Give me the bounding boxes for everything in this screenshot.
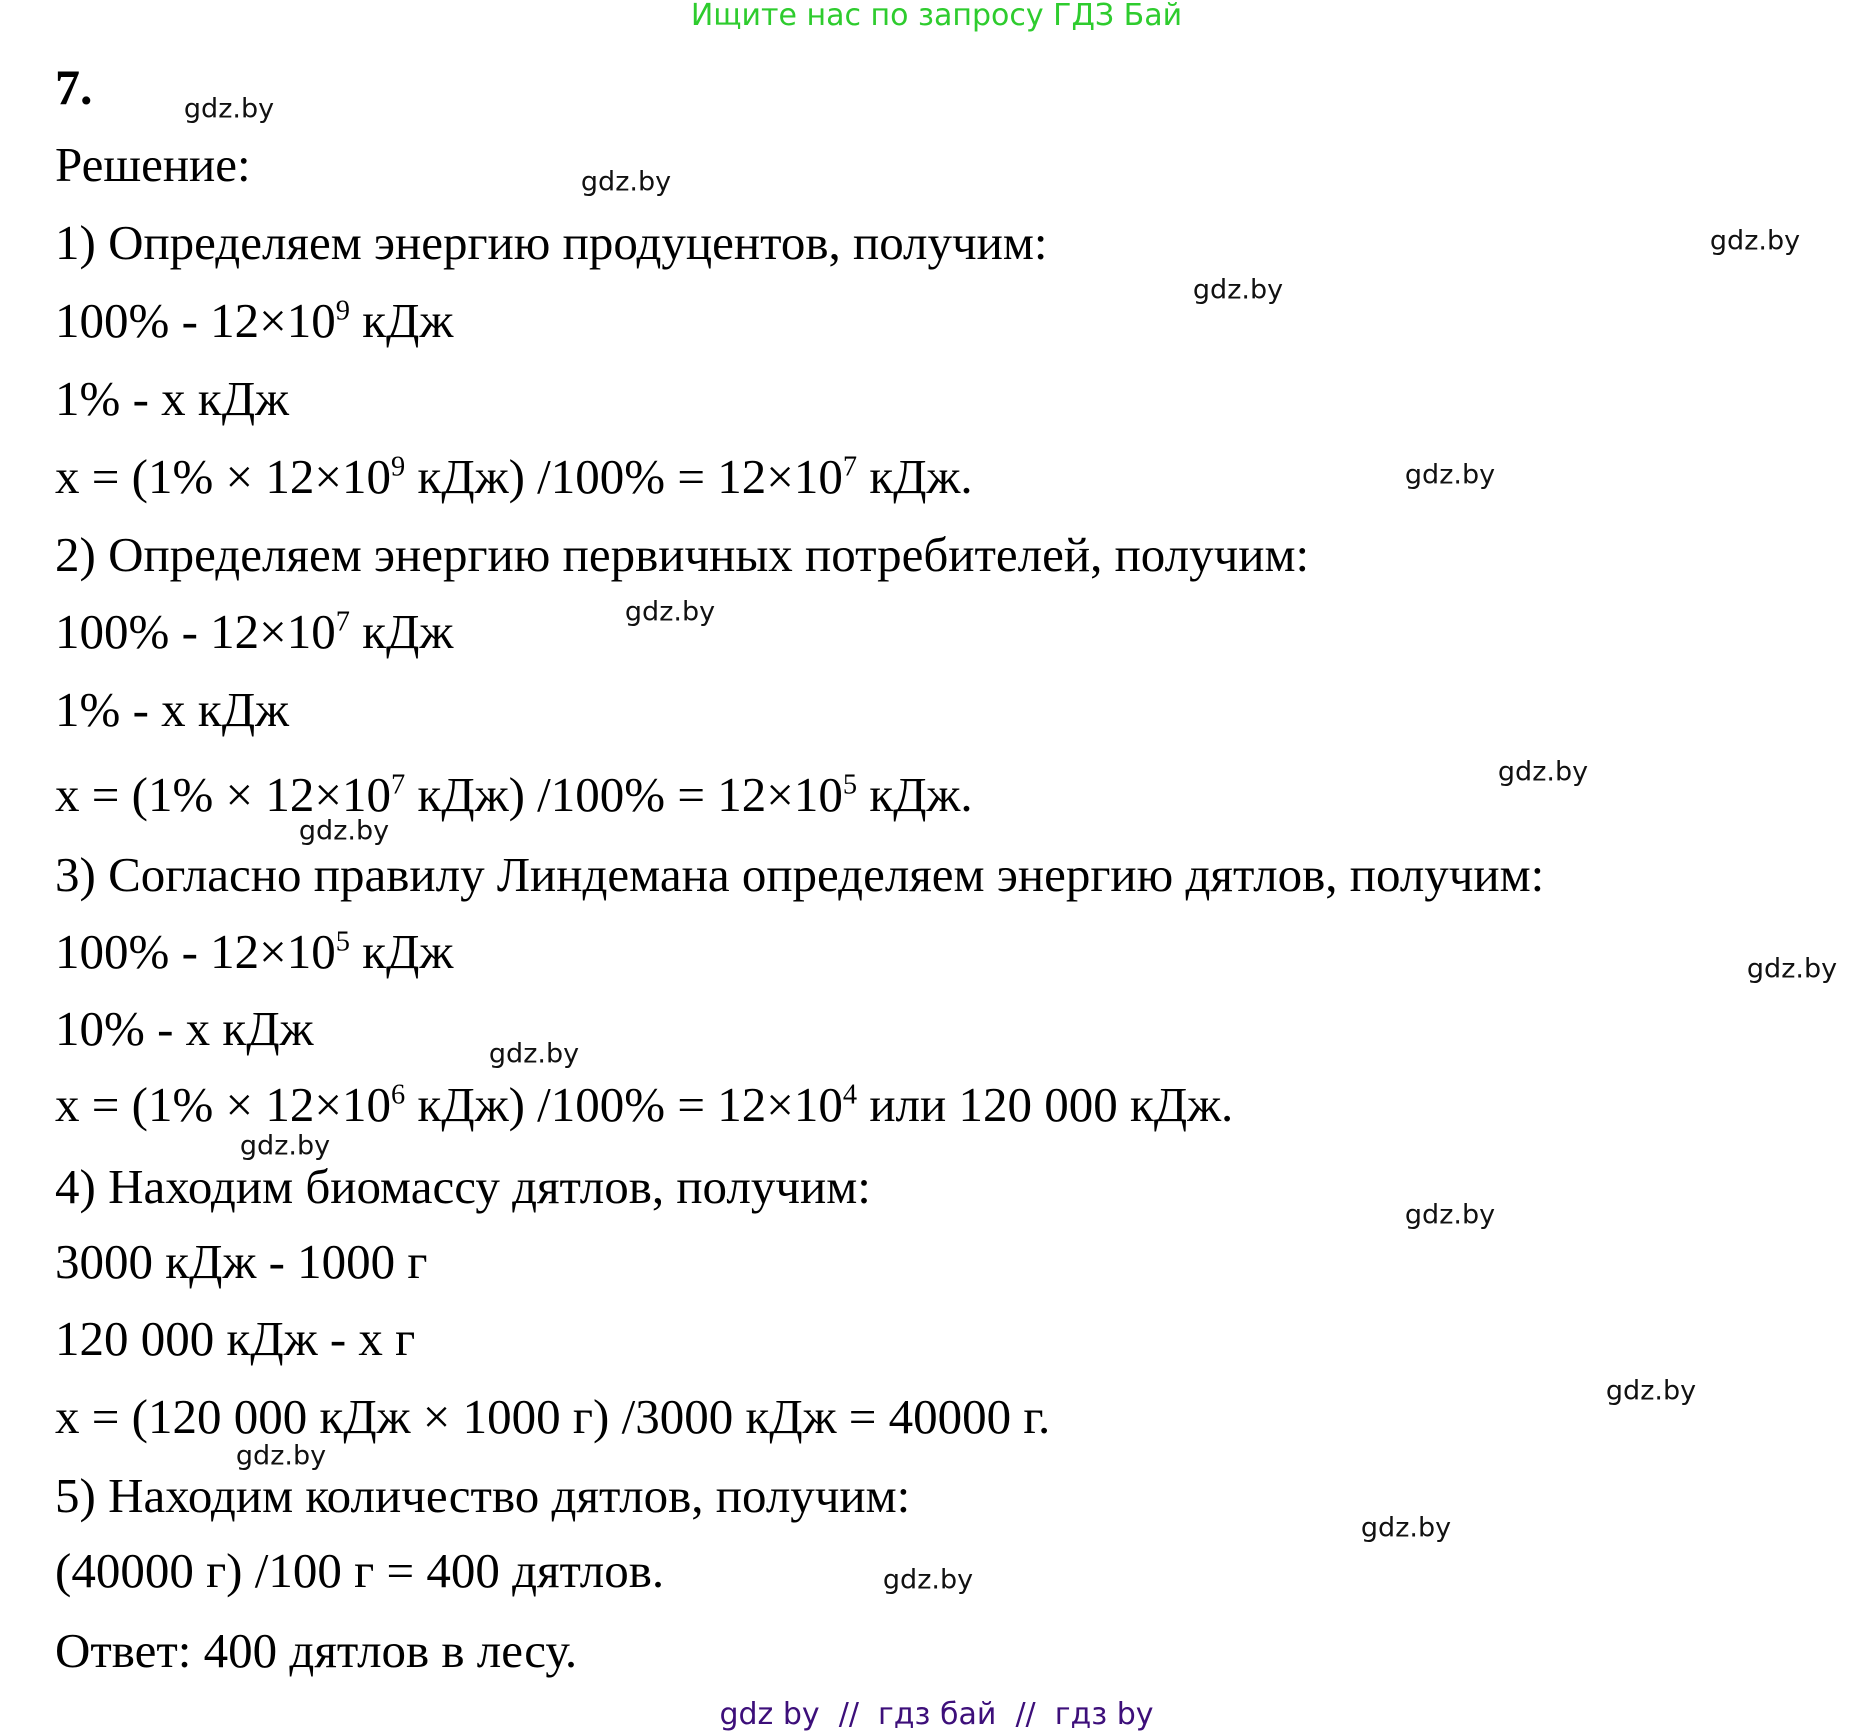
watermark: gdz.by xyxy=(624,596,716,628)
solution-label: Решение: xyxy=(55,137,251,192)
step-4-line-1: 3000 кДж - 1000 г xyxy=(55,1234,428,1289)
watermark: gdz.by xyxy=(235,1440,327,1472)
task-number: 7. xyxy=(55,59,93,115)
step-2-line-2: 1% - x кДж xyxy=(55,682,289,737)
watermark: gdz.by xyxy=(882,1564,974,1596)
step-1-line-1: $100\% - 12\times 10^9$ кДж xyxy=(55,293,454,348)
site-search-banner: Ищите нас по запросу ГДЗ Бай xyxy=(690,0,1183,33)
watermark: gdz.by xyxy=(1360,1512,1452,1544)
watermark: gdz.by xyxy=(1192,274,1284,306)
step-1-line-2: 1% - x кДж xyxy=(55,371,289,426)
step-3-line-1: $100\% - 12\times 10^5$ кДж xyxy=(55,924,454,979)
step-2-line-1: $100\% - 12\times 10^7$ кДж xyxy=(55,604,454,659)
watermark: gdz.by xyxy=(1497,756,1589,788)
watermark: gdz.by xyxy=(1404,1199,1496,1231)
watermark: gdz.by xyxy=(239,1130,331,1162)
step-2-line-3: $x = (1\% \times 12\times 10^7$ кДж) $/100\% = 12\times 10^5$ кДж. xyxy=(55,767,973,822)
step-4-title: 4) Находим биомассу дятлов, получим: xyxy=(55,1159,871,1214)
step-3-title: 3) Согласно правилу Линдемана определяем энергию дятлов, получим: xyxy=(55,847,1545,902)
watermark: gdz.by xyxy=(298,815,390,847)
step-4-line-3: x = (120 000 кДж × 1000 г) /3000 кДж = 40000 г. xyxy=(55,1389,1051,1444)
answer: Ответ: 400 дятлов в лесу. xyxy=(55,1623,578,1678)
step-3-line-3: $x = (1\% \times 12\times 10^6$ кДж) $/100\% = 12\times 10^4$ или 120 000 кДж. xyxy=(55,1077,1234,1132)
step-5-title: 5) Находим количество дятлов, получим: xyxy=(55,1468,911,1523)
watermark: gdz.by xyxy=(488,1038,580,1070)
watermark: gdz.by xyxy=(1746,953,1838,985)
step-3-line-2: 10% - x кДж xyxy=(55,1001,314,1056)
step-4-line-2: 120 000 кДж - x г xyxy=(55,1311,416,1366)
step-2-title: 2) Определяем энергию первичных потребителей, получим: xyxy=(55,527,1310,582)
watermark: gdz.by xyxy=(1605,1375,1697,1407)
watermark: gdz.by xyxy=(1404,459,1496,491)
step-1-title: 1) Определяем энергию продуцентов, получим: xyxy=(55,215,1048,270)
site-footer-links: gdz by // гдз бай // гдз by xyxy=(719,1697,1154,1732)
watermark: gdz.by xyxy=(183,93,275,125)
watermark: gdz.by xyxy=(580,166,672,198)
watermark: gdz.by xyxy=(1709,225,1801,257)
step-5-line-1: (40000 г) /100 г = 400 дятлов. xyxy=(55,1543,665,1598)
step-1-line-3: $x = (1\% \times 12\times 10^9$ кДж) $/100\% = 12\times 10^7$ кДж. xyxy=(55,449,973,504)
